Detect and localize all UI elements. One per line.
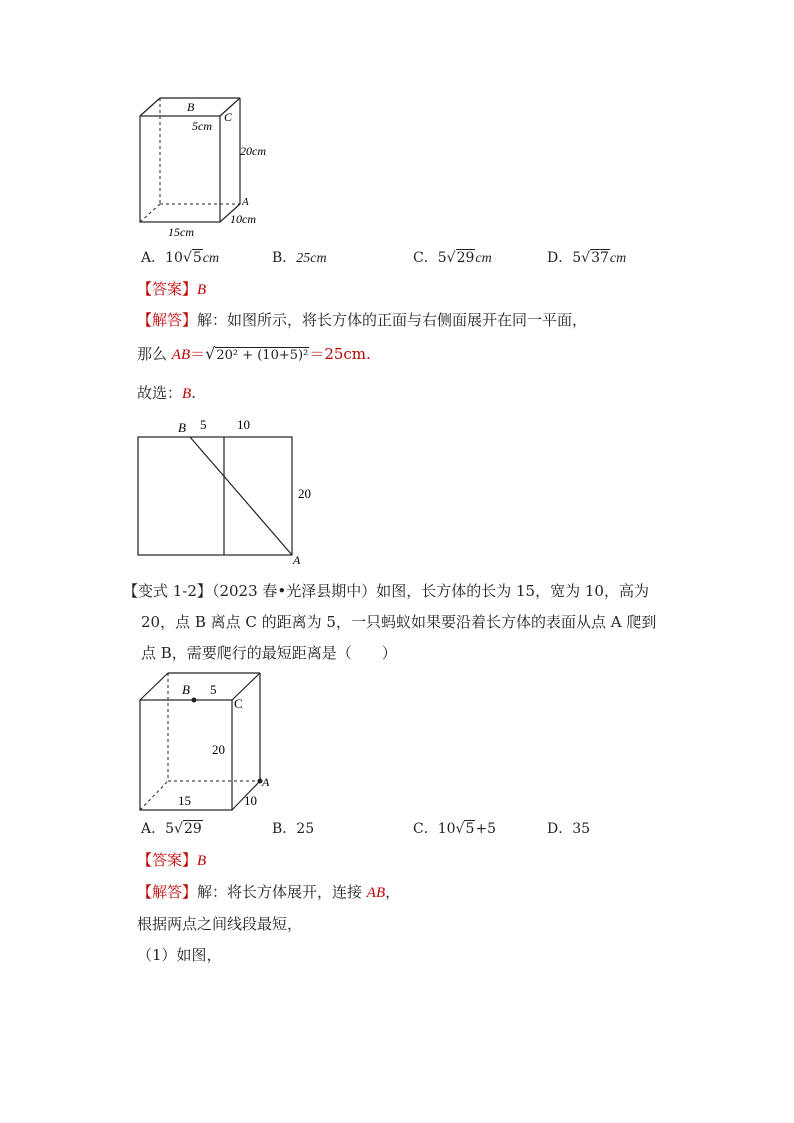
q2-option-b: B．25: [272, 821, 315, 837]
cuboid-figure-1: [130, 92, 280, 242]
q1-answer: 【答案】B: [137, 280, 207, 298]
fig2-num-5: 5: [200, 417, 207, 432]
fig2-num-10: 10: [237, 417, 250, 432]
q1-option-b: B．25cm: [272, 250, 327, 266]
fig1-dim-15: 15cm: [168, 225, 194, 239]
q2-option-d: D．35: [547, 821, 591, 837]
q2-solution-line-3: （1）如图，: [137, 946, 222, 964]
fig3-num-20: 20: [212, 742, 225, 757]
q2-option-a: A．5√29: [141, 821, 202, 837]
q1-option-d: D．5√37cm: [547, 250, 627, 266]
fig2-num-20: 20: [298, 486, 311, 501]
cuboid-figure-2: [130, 668, 280, 818]
unfolded-net-figure: [130, 412, 330, 570]
q2-solution-line-2: 根据两点之间线段最短，: [137, 915, 303, 933]
q2-answer: 【答案】B: [137, 851, 207, 869]
fig2-label-b: B: [178, 420, 186, 435]
q2-option-c: C．10√5+5: [413, 821, 497, 837]
q2-solution: 【解答】解：将长方体展开，连接 AB，: [137, 883, 401, 901]
q1-formula: 那么 AB＝√20² + (10+5)²＝25cm.: [137, 344, 371, 363]
q1-option-a: A．10√5cm: [141, 250, 220, 266]
q2-line-3: 点 B，需要爬行的最短距离是（ ）: [141, 644, 397, 662]
fig2-label-a: A: [293, 553, 301, 567]
q2-line-1: 【变式 1-2】（2023 春•光泽县期中）如图，长方体的长为 15，宽为 10，高为: [123, 582, 649, 600]
fig1-dim-20: 20cm: [240, 144, 266, 158]
fig1-dim-10: 10cm: [230, 212, 256, 226]
q1-choose: 故选：B.: [137, 384, 196, 402]
q2-line-2: 20，点 B 离点 C 的距离为 5，一只蚂蚁如果要沿着长方体的表面从点 A 爬到: [141, 613, 657, 631]
fig1-label-c: C: [224, 110, 233, 124]
fig3-num-10: 10: [244, 793, 257, 808]
fig3-num-5: 5: [210, 682, 217, 697]
q1-solution: 【解答】解：如图所示，将长方体的正面与右侧面展开在同一平面，: [137, 311, 588, 329]
fig1-label-a: A: [242, 196, 249, 208]
fig3-label-b: B: [182, 682, 190, 697]
q1-option-c: C．5√29cm: [413, 250, 492, 266]
fig3-num-15: 15: [178, 793, 191, 808]
fig1-dim-5: 5cm: [192, 119, 212, 133]
fig1-label-b: B: [187, 100, 195, 114]
fig3-label-a: A: [262, 775, 270, 789]
fig3-label-c: C: [234, 696, 243, 711]
